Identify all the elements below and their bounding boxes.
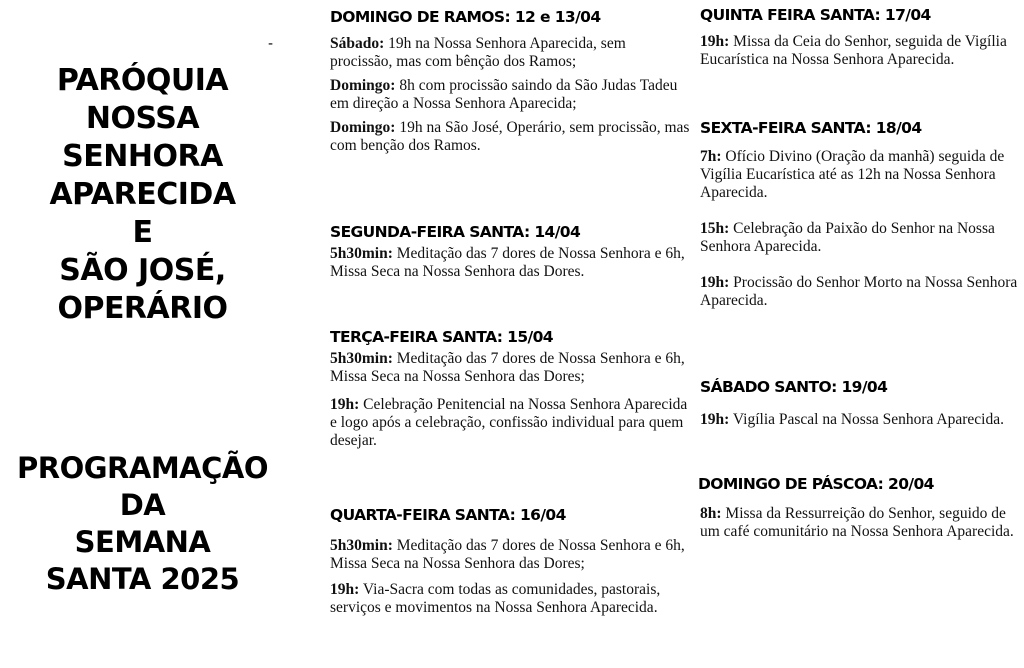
program-title: [0, 450, 285, 598]
schedule-entry: 5h30min: Meditação das 7 dores de Nossa Senhora e 6h, Missa Seca na Nossa Senhora das Dores.: [330, 245, 685, 280]
schedule-entry: Domingo: 19h na São José, Operário, sem procissão, mas com benção dos Ramos.: [330, 119, 690, 154]
schedule-entry: 19h: Via-Sacra com todas as comunidades, pastorais, serviços e movimentos na Nossa Senhora Aparecida.: [330, 581, 661, 616]
left-panel: [0, 0, 285, 668]
program-line: DA: [119, 488, 166, 522]
parish-title: [0, 62, 285, 328]
schedule-entry: 15h: Celebração da Paixão do Senhor na Nossa Senhora Aparecida.: [700, 220, 995, 255]
day-title: SEGUNDA-FEIRA SANTA: 14/04: [330, 223, 581, 241]
day-title: QUARTA-FEIRA SANTA: 16/04: [330, 506, 566, 524]
program-line: SEMANA: [74, 525, 211, 559]
day-section-terca: [330, 327, 692, 450]
parish-line: SENHORA: [62, 139, 223, 174]
day-section-pascoa: [700, 474, 1024, 541]
schedule-entry: 7h: Ofício Divino (Oração da manhã) seguida de Vigília Eucarística até as 12h na Nossa Senhora Aparecida.: [700, 148, 1005, 201]
parish-line: NOSSA: [85, 101, 200, 136]
schedule-entry: 19h: Procissão do Senhor Morto na Nossa Senhora Aparecida.: [700, 274, 1018, 309]
parish-line: PARÓQUIA: [56, 63, 229, 98]
schedule-entry: 19h: Celebração Penitencial na Nossa Senhora Aparecida e logo após a celebração, confissão individual para quem desejar.: [330, 396, 688, 449]
program-line: PROGRAMAÇÃO: [17, 451, 268, 485]
day-title: DOMINGO DE RAMOS: 12 e 13/04: [330, 8, 601, 26]
day-section-sexta: [700, 118, 1024, 310]
day-title: SEXTA-FEIRA SANTA: 18/04: [700, 119, 922, 137]
schedule-entry: 19h: Missa da Ceia do Senhor, seguida de Vigília Eucarística na Nossa Senhora Aparecida.: [700, 33, 1007, 68]
day-section-segunda: [330, 222, 692, 281]
day-section-quarta: [330, 505, 692, 617]
parish-line: OPERÁRIO: [57, 291, 228, 326]
schedule-entry: 5h30min: Meditação das 7 dores de Nossa Senhora e 6h, Missa Seca na Nossa Senhora das Dores;: [330, 537, 685, 572]
program-line: SANTA 2025: [45, 562, 240, 596]
schedule-entry: 19h: Vigília Pascal na Nossa Senhora Aparecida.: [700, 411, 1004, 428]
schedule-entry: 5h30min: Meditação das 7 dores de Nossa Senhora e 6h, Missa Seca na Nossa Senhora das Dores;: [330, 350, 685, 385]
parish-line: APARECIDA: [49, 177, 236, 212]
dash-mark: -: [268, 36, 274, 52]
schedule-entry: 8h: Missa da Ressurreição do Senhor, seguido de um café comunitário na Nossa Senhora Aparecida.: [700, 505, 1014, 540]
day-title: SÁBADO SANTO: 19/04: [700, 378, 888, 396]
day-title: DOMINGO DE PÁSCOA: 20/04: [698, 475, 934, 493]
day-title: QUINTA FEIRA SANTA: 17/04: [700, 6, 931, 24]
day-section-quinta: [700, 5, 1024, 69]
schedule-entry: Domingo: 8h com procissão saindo da São Judas Tadeu em direção a Nossa Senhora Aparecida;: [330, 77, 678, 112]
day-section-sabado: [700, 377, 1024, 429]
parish-line: SÃO JOSÉ,: [59, 253, 226, 288]
schedule-entry: Sábado: 19h na Nossa Senhora Aparecida, sem procissão, mas com bênção dos Ramos;: [330, 35, 626, 70]
parish-line: E: [132, 215, 153, 250]
day-title: TERÇA-FEIRA SANTA: 15/04: [330, 328, 553, 346]
day-section-ramos: [330, 7, 692, 155]
